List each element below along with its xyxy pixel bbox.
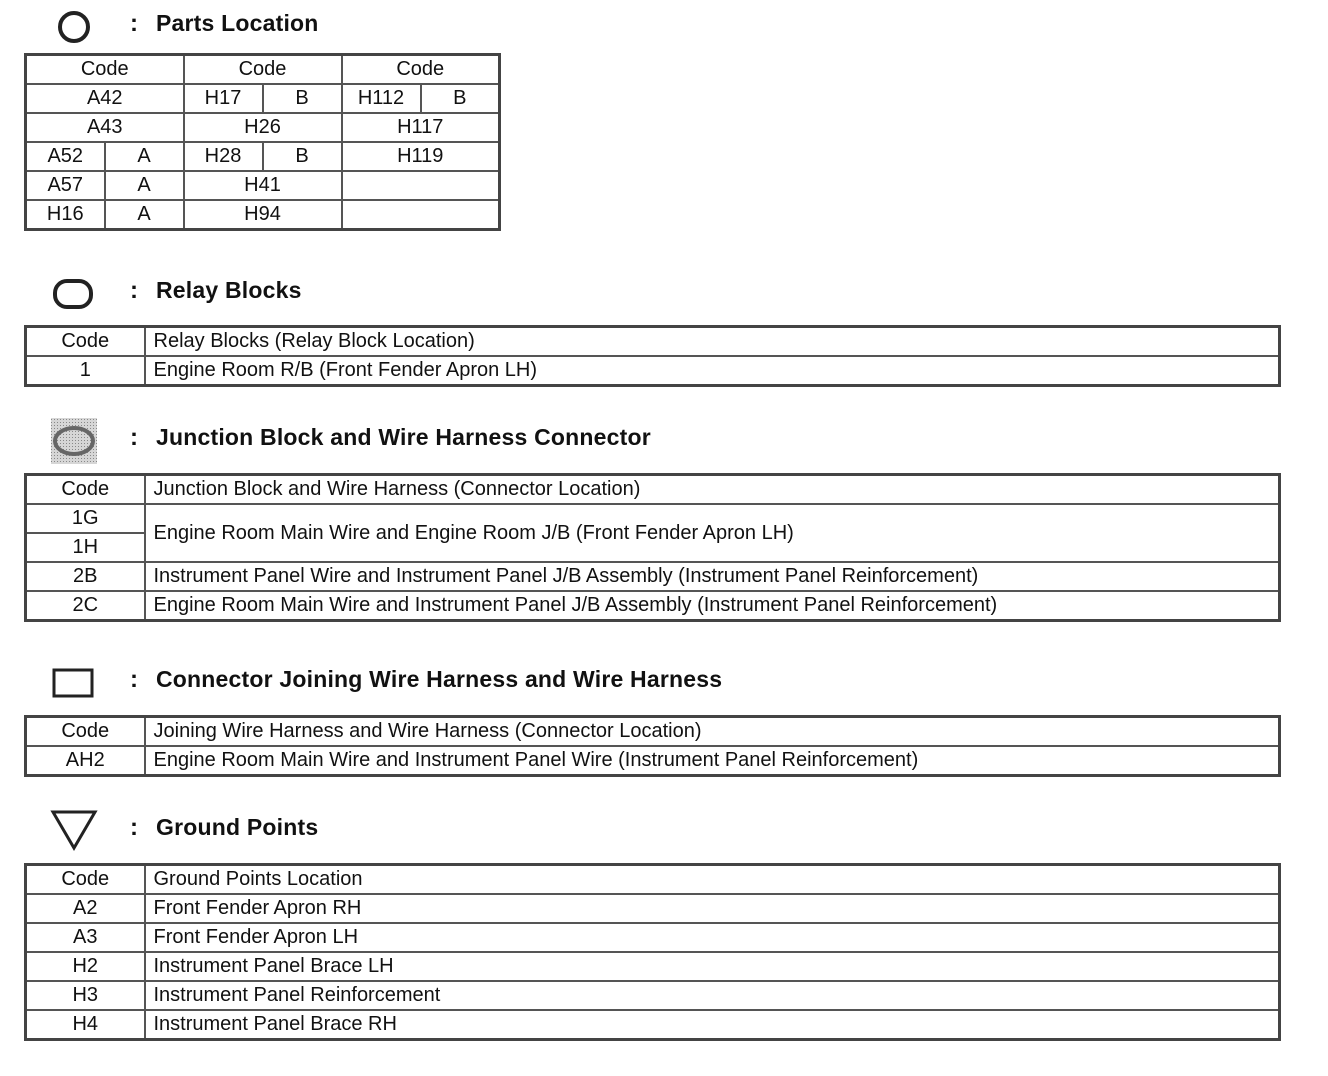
column-header: Code [342, 55, 500, 85]
column-header: Code [26, 865, 145, 895]
table-row [26, 356, 1280, 386]
colon: : [130, 10, 138, 37]
junction-description: Instrument Panel Wire and Instrument Panel J/B Assembly (Instrument Panel Reinforcement) [145, 562, 1280, 591]
junction-description: Engine Room Main Wire and Instrument Panel J/B Assembly (Instrument Panel Reinforcement) [145, 591, 1280, 621]
part-code: H112 [342, 84, 421, 113]
table-row [26, 923, 1280, 952]
part-code: H17 [184, 84, 263, 113]
table-row [26, 717, 1280, 747]
colon: : [130, 814, 138, 841]
junction-block-table [24, 473, 1281, 622]
junction-description: Engine Room Main Wire and Engine Room J/B (Front Fender Apron LH) [145, 504, 1280, 562]
table-row [26, 562, 1280, 591]
table-row [26, 327, 1280, 357]
ground-description: Front Fender Apron RH [145, 894, 1280, 923]
table-row [26, 142, 500, 171]
relay-description: Engine Room R/B (Front Fender Apron LH) [145, 356, 1280, 386]
ground-description: Instrument Panel Reinforcement [145, 981, 1280, 1010]
connector-joining-heading [44, 658, 844, 708]
colon: : [130, 277, 138, 304]
table-row [26, 746, 1280, 776]
section-title: Junction Block and Wire Harness Connector [156, 424, 651, 450]
part-code: A42 [26, 84, 184, 113]
table-row [26, 952, 1280, 981]
junction-block-heading [44, 416, 844, 466]
ground-description: Instrument Panel Brace RH [145, 1010, 1280, 1040]
part-code: A57 [26, 171, 105, 200]
ground-points-heading [44, 806, 844, 856]
ground-code: A2 [26, 894, 145, 923]
column-header: Code [184, 55, 342, 85]
column-header: Junction Block and Wire Harness (Connector Location) [145, 475, 1280, 505]
part-code: H26 [184, 113, 342, 142]
rectangle-icon [48, 658, 100, 708]
section-title: Parts Location [156, 10, 319, 36]
part-location: A [105, 200, 184, 230]
part-code: H119 [342, 142, 500, 171]
ground-code: H3 [26, 981, 145, 1010]
ground-code: A3 [26, 923, 145, 952]
colon: : [130, 666, 138, 693]
ground-points-table [24, 863, 1281, 1041]
connector-joining-table [24, 715, 1281, 777]
column-header: Relay Blocks (Relay Block Location) [145, 327, 1280, 357]
ground-code: H2 [26, 952, 145, 981]
ground-description: Front Fender Apron LH [145, 923, 1280, 952]
table-row [26, 865, 1280, 895]
section-title: Relay Blocks [156, 277, 302, 303]
section-title: Ground Points [156, 814, 319, 840]
parts-location-table [24, 53, 501, 231]
junction-code: 1G [26, 504, 145, 533]
part-location: A [105, 142, 184, 171]
table-row [26, 894, 1280, 923]
part-location: A [105, 171, 184, 200]
table-row [26, 591, 1280, 621]
ground-description: Instrument Panel Brace LH [145, 952, 1280, 981]
empty-cell [342, 200, 500, 230]
connector-code: AH2 [26, 746, 145, 776]
table-row [26, 1010, 1280, 1040]
table-row [26, 55, 500, 85]
part-code: H117 [342, 113, 500, 142]
part-location: B [263, 142, 342, 171]
part-location: B [263, 84, 342, 113]
part-code: H94 [184, 200, 342, 230]
connector-description: Engine Room Main Wire and Instrument Panel Wire (Instrument Panel Reinforcement) [145, 746, 1280, 776]
rounded-rect-icon [48, 269, 100, 319]
part-location: B [421, 84, 500, 113]
part-code: A43 [26, 113, 184, 142]
shaded-oval-icon [48, 416, 100, 466]
colon: : [130, 424, 138, 451]
junction-code: 2B [26, 562, 145, 591]
ground-code: H4 [26, 1010, 145, 1040]
table-row [26, 84, 500, 113]
column-header: Code [26, 717, 145, 747]
table-row [26, 504, 1280, 533]
part-code: A52 [26, 142, 105, 171]
relay-code: 1 [26, 356, 145, 386]
column-header: Joining Wire Harness and Wire Harness (Connector Location) [145, 717, 1280, 747]
triangle-down-icon [48, 806, 100, 856]
column-header: Ground Points Location [145, 865, 1280, 895]
empty-cell [342, 171, 500, 200]
junction-code: 1H [26, 533, 145, 562]
table-row [26, 171, 500, 200]
part-code: H16 [26, 200, 105, 230]
junction-code: 2C [26, 591, 145, 621]
table-row [26, 113, 500, 142]
column-header: Code [26, 475, 145, 505]
relay-blocks-heading [44, 269, 844, 319]
table-row [26, 200, 500, 230]
column-header: Code [26, 55, 184, 85]
parts-location-heading [44, 2, 844, 52]
part-code: H28 [184, 142, 263, 171]
relay-blocks-table [24, 325, 1281, 387]
table-row [26, 981, 1280, 1010]
table-row [26, 475, 1280, 505]
circle-icon [48, 2, 100, 52]
column-header: Code [26, 327, 145, 357]
section-title: Connector Joining Wire Harness and Wire Harness [156, 666, 723, 692]
part-code: H41 [184, 171, 342, 200]
